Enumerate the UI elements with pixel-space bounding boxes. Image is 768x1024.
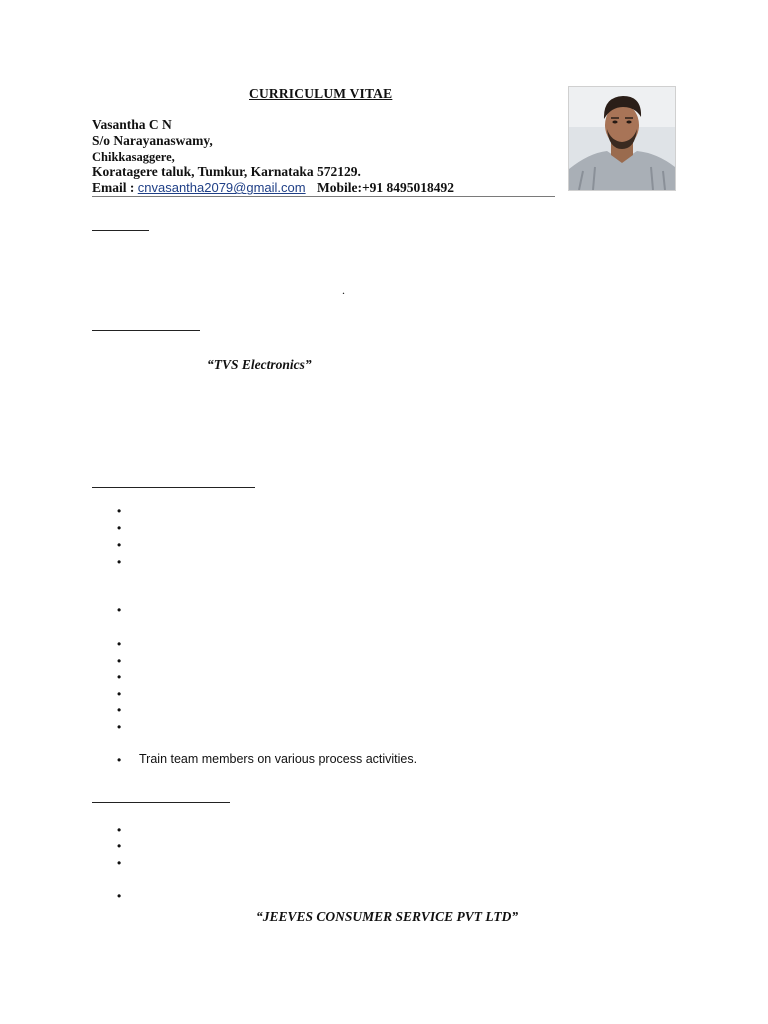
header-divider xyxy=(92,196,555,197)
candidate-name: Vasantha C N xyxy=(92,117,172,132)
list-item-bullet: • xyxy=(117,555,122,569)
responsibility-train-team: Train team members on various process activities. xyxy=(139,752,418,766)
list-item-bullet: • xyxy=(117,720,122,734)
contact-line xyxy=(92,180,454,196)
person-photo-icon xyxy=(569,87,675,190)
list-item-bullet: • xyxy=(117,703,122,717)
list-item-bullet: • xyxy=(117,687,122,701)
list-item-bullet: • xyxy=(117,889,122,903)
company-tvs-electronics: “TVS Electronics” xyxy=(207,357,312,372)
village: Chikkasaggere, xyxy=(92,150,175,164)
email-link[interactable]: cnvasantha2079@gmail.com xyxy=(137,180,306,195)
list-item-bullet: • xyxy=(117,504,122,518)
list-item-bullet: • xyxy=(117,654,122,668)
list-item-bullet: • xyxy=(117,603,122,617)
mobile-number: Mobile:+91 8495018492 xyxy=(316,180,455,195)
stray-period: . xyxy=(342,283,345,297)
address: Koratagere taluk, Tumkur, Karnataka 572129. xyxy=(92,164,361,179)
list-item-bullet: • xyxy=(117,521,122,535)
list-item-bullet: • xyxy=(117,753,122,767)
section-heading-underline-2 xyxy=(92,330,200,331)
list-item-bullet: • xyxy=(117,823,122,837)
profile-photo xyxy=(568,86,676,191)
parent-name: S/o Narayanaswamy, xyxy=(92,133,213,148)
document-title: CURRICULUM VITAE xyxy=(249,86,393,101)
previous-list xyxy=(117,0,127,1024)
list-item-bullet: • xyxy=(117,839,122,853)
list-item-bullet: • xyxy=(117,856,122,870)
section-heading-underline-4 xyxy=(92,802,230,803)
email-label: Email : xyxy=(92,180,135,195)
list-item-bullet: • xyxy=(117,637,122,651)
list-item-bullet: • xyxy=(117,670,122,684)
list-item-bullet: • xyxy=(117,538,122,552)
company-jeeves: “JEEVES CONSUMER SERVICE PVT LTD” xyxy=(256,909,519,924)
